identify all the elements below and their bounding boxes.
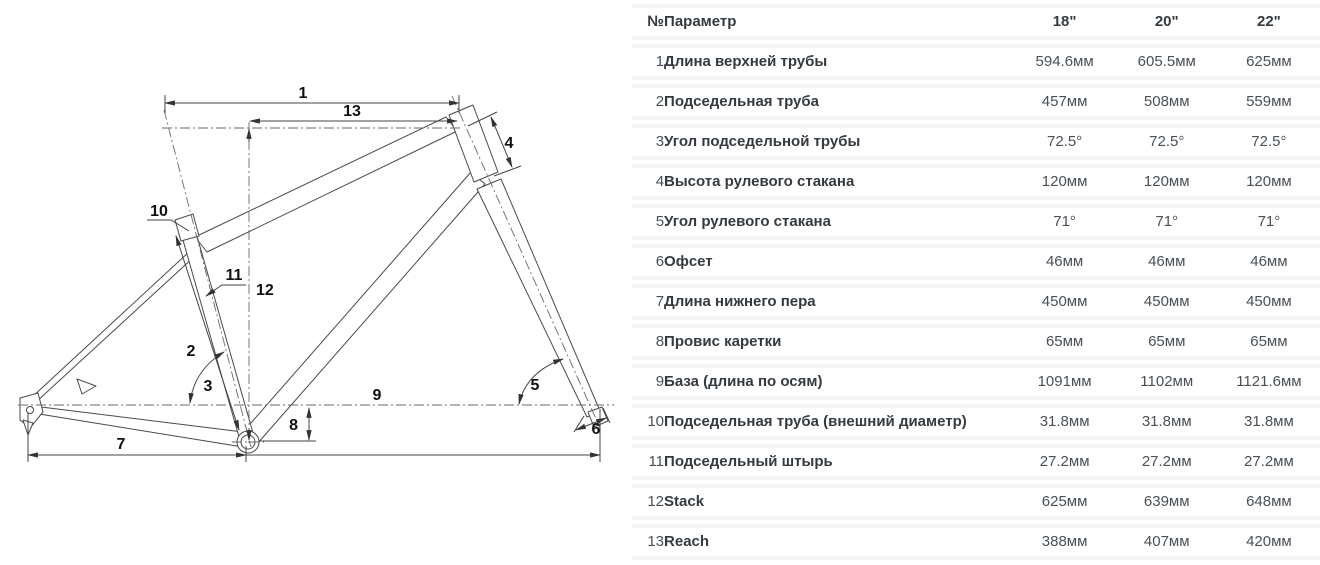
dimension-label-5: 5 [530, 377, 540, 394]
steering-axis [452, 96, 600, 428]
table-row [632, 44, 1320, 80]
row-number: 6 [632, 244, 664, 280]
row-value-20: 639мм [1116, 484, 1218, 520]
row-parameter: Подседельный штырь [664, 444, 1014, 480]
dimension-label-4: 4 [504, 135, 514, 152]
table-row [632, 244, 1320, 280]
row-number: 10 [632, 404, 664, 440]
row-value-22: 420мм [1218, 524, 1320, 560]
dimension-label-7: 7 [116, 436, 126, 453]
table-row [632, 404, 1320, 440]
row-value-20: 71° [1116, 204, 1218, 240]
row-value-18: 1091мм [1014, 364, 1116, 400]
row-value-18: 46мм [1014, 244, 1116, 280]
row-parameter: Длина верхней трубы [664, 44, 1014, 80]
row-number: 12 [632, 484, 664, 520]
dimension-label-3: 3 [203, 378, 213, 395]
table-row [632, 524, 1320, 560]
row-number: 1 [632, 44, 664, 80]
dimension-label-10: 10 [150, 203, 168, 220]
row-parameter: Длина нижнего пера [664, 284, 1014, 320]
header-size-22: 22" [1218, 4, 1320, 40]
row-number: 4 [632, 164, 664, 200]
row-value-20: 1102мм [1116, 364, 1218, 400]
table-row [632, 284, 1320, 320]
row-value-22: 27.2мм [1218, 444, 1320, 480]
table-row [632, 324, 1320, 360]
row-parameter: Stack [664, 484, 1014, 520]
row-value-20: 407мм [1116, 524, 1218, 560]
row-parameter: Подседельная труба (внешний диаметр) [664, 404, 1014, 440]
table-row [632, 484, 1320, 520]
dimension-label-8: 8 [289, 417, 298, 434]
geometry-spec-table [632, 0, 1320, 564]
dim-line-2 [176, 236, 239, 430]
seat-stay-bridge [77, 379, 96, 394]
row-value-22: 120мм [1218, 164, 1320, 200]
spec-table-body [632, 44, 1320, 560]
header-size-18: 18" [1014, 4, 1116, 40]
table-header-row [632, 4, 1320, 40]
dimension-label-13: 13 [343, 103, 361, 120]
header-number: № [632, 4, 664, 40]
seat-stay [31, 251, 195, 403]
row-parameter: Провис каретки [664, 324, 1014, 360]
row-value-22: 46мм [1218, 244, 1320, 280]
row-value-18: 65мм [1014, 324, 1116, 360]
row-value-20: 65мм [1116, 324, 1218, 360]
row-value-18: 31.8мм [1014, 404, 1116, 440]
row-parameter: Офсет [664, 244, 1014, 280]
row-parameter: Reach [664, 524, 1014, 560]
row-value-20: 46мм [1116, 244, 1218, 280]
header-size-20: 20" [1116, 4, 1218, 40]
seat-tube [179, 222, 255, 444]
rear-axle [27, 407, 34, 414]
row-value-18: 72.5° [1014, 124, 1116, 160]
dimension-label-9: 9 [372, 387, 382, 404]
row-number: 3 [632, 124, 664, 160]
row-value-18: 388мм [1014, 524, 1116, 560]
row-value-18: 27.2мм [1014, 444, 1116, 480]
top-tube [195, 117, 457, 252]
row-value-18: 625мм [1014, 484, 1116, 520]
row-value-18: 457мм [1014, 84, 1116, 120]
row-value-20: 72.5° [1116, 124, 1218, 160]
row-parameter: Угол подседельной трубы [664, 124, 1014, 160]
frame-geometry-diagram-wrap [0, 0, 632, 565]
row-parameter: Угол рулевого стакана [664, 204, 1014, 240]
row-value-22: 65мм [1218, 324, 1320, 360]
row-value-18: 120мм [1014, 164, 1116, 200]
row-number: 5 [632, 204, 664, 240]
table-row [632, 124, 1320, 160]
row-value-20: 450мм [1116, 284, 1218, 320]
seat-tube-collar [175, 214, 199, 241]
table-row [632, 164, 1320, 200]
row-value-22: 450мм [1218, 284, 1320, 320]
row-value-20: 31.8мм [1116, 404, 1218, 440]
row-parameter: Высота рулевого стакана [664, 164, 1014, 200]
row-number: 7 [632, 284, 664, 320]
row-value-22: 71° [1218, 204, 1320, 240]
bike-frame-geometry-diagram [0, 0, 632, 565]
header-parameter: Параметр [664, 4, 1014, 40]
row-value-22: 648мм [1218, 484, 1320, 520]
head-tube [449, 105, 498, 182]
dimension-label-12: 12 [256, 282, 274, 299]
table-row [632, 204, 1320, 240]
row-value-22: 559мм [1218, 84, 1320, 120]
row-value-22: 31.8мм [1218, 404, 1320, 440]
table-row [632, 364, 1320, 400]
geometry-spec-table-wrap [632, 0, 1320, 565]
row-value-22: 625мм [1218, 44, 1320, 80]
row-parameter: База (длина по осям) [664, 364, 1014, 400]
chain-stay [33, 406, 243, 447]
table-row [632, 444, 1320, 480]
row-parameter: Подседельная труба [664, 84, 1014, 120]
row-number: 11 [632, 444, 664, 480]
dim-arc-5 [519, 359, 563, 404]
row-number: 9 [632, 364, 664, 400]
dimension-label-11: 11 [225, 267, 243, 284]
row-value-20: 605.5мм [1116, 44, 1218, 80]
row-value-22: 1121.6мм [1218, 364, 1320, 400]
table-row [632, 84, 1320, 120]
dimension-label-2: 2 [186, 343, 196, 360]
dimension-label-1: 1 [298, 85, 308, 102]
row-number: 8 [632, 324, 664, 360]
row-value-20: 508мм [1116, 84, 1218, 120]
row-value-22: 72.5° [1218, 124, 1320, 160]
row-number: 13 [632, 524, 664, 560]
row-number: 2 [632, 84, 664, 120]
dimension-label-6: 6 [591, 421, 601, 438]
row-value-20: 120мм [1116, 164, 1218, 200]
row-value-18: 71° [1014, 204, 1116, 240]
dim-ext-6-left [574, 416, 584, 432]
row-value-18: 594.6мм [1014, 44, 1116, 80]
row-value-20: 27.2мм [1116, 444, 1218, 480]
row-value-18: 450мм [1014, 284, 1116, 320]
